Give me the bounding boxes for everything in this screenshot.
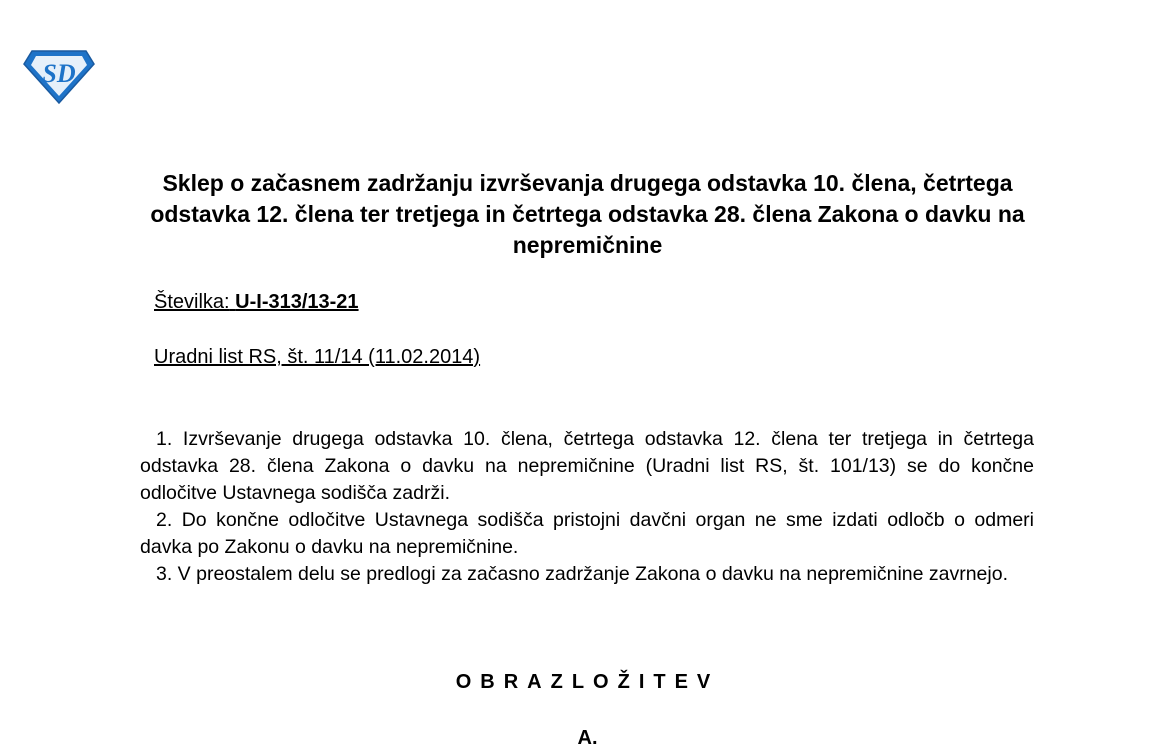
sd-logo-icon: [22, 48, 96, 106]
decision-body: [140, 426, 1034, 588]
document-number: [154, 290, 359, 314]
logo-text: SD: [42, 59, 76, 88]
document-title: Sklep o začasnem zadržanju izvrševanja drugega odstavka 10. člena, četrtega odstavka 12. člena ter tretjega in četrtega odstavka 28. člena Zakona o davku na nepremičnine: [150, 170, 1025, 258]
number-value: U-I-313/13-21: [235, 291, 359, 313]
section-heading: OBRAZLOŽITEV: [455, 671, 720, 693]
decision-paragraph-2: 2. Do končne odločitve Ustavnega sodišča pristojni davčni organ ne sme izdati odločb o odmeri davka po Zakonu o davku na nepremičnine.: [140, 509, 1034, 558]
number-label: Številka:: [154, 291, 230, 313]
subsection-heading: A.: [577, 727, 598, 749]
sd-logo: [22, 48, 96, 106]
decision-paragraph-3: 3. V preostalem delu se predlogi za začasno zadržanje Zakona o davku na nepremičnine zavrnejo.: [156, 563, 1009, 585]
decision-paragraph-1: 1. Izvrševanje drugega odstavka 10. člena, četrtega odstavka 12. člena ter tretjega in četrtega odstavka 28. člena Zakona o davku na nepremičnine (Uradni list RS, št. 101/13) se do končne odločitve Ustavnega sodišča zadrži.: [140, 428, 1034, 504]
gazette-reference: Uradni list RS, št. 11/14 (11.02.2014): [154, 346, 481, 368]
